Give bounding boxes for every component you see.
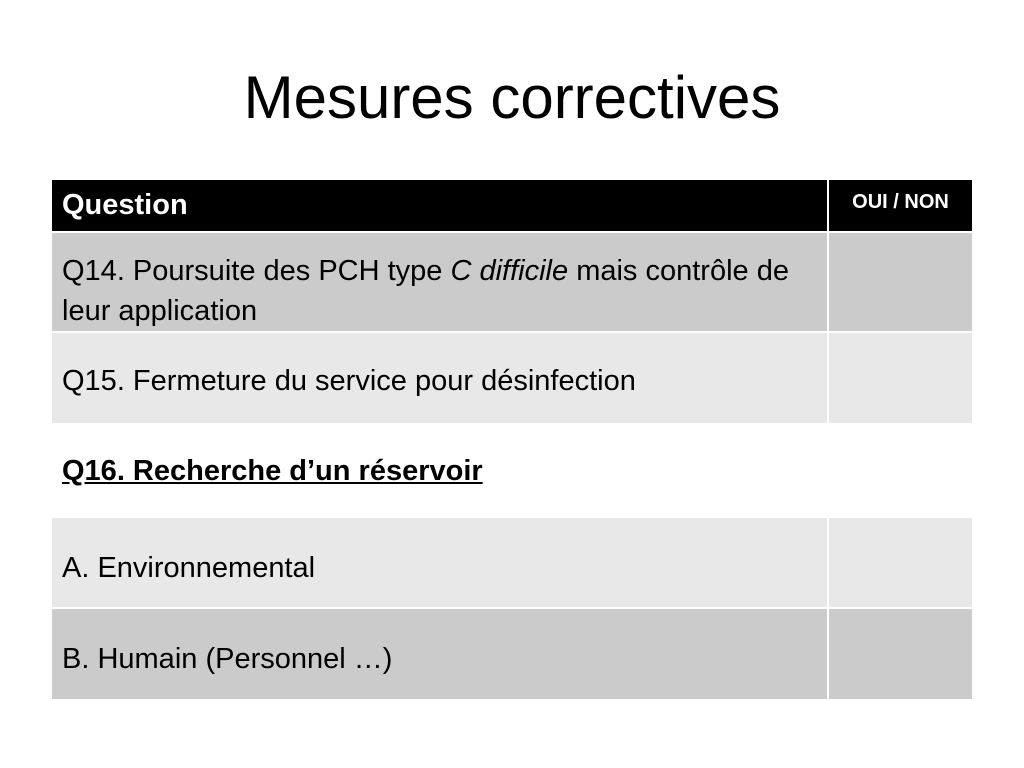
q16-option-a-answer-cell[interactable]	[828, 517, 972, 608]
table-row-q16-b	[52, 608, 972, 699]
q16-option-b-answer-cell[interactable]	[828, 608, 972, 699]
questions-table	[52, 180, 972, 699]
q16-option-a-cell: A. Environnemental	[52, 517, 828, 608]
q16-heading: Q16. Recherche d’un réservoir	[52, 423, 828, 517]
q16-heading-answer-cell	[828, 423, 972, 517]
table-row-q15	[52, 332, 972, 423]
header-answer: OUI / NON	[828, 180, 972, 232]
q14-text-emphasis: C difficile	[450, 255, 569, 287]
q14-text-prefix: Q14. Poursuite des PCH type	[62, 255, 451, 287]
q14-text-suffix: mais contrôle de leur application	[62, 255, 789, 327]
header-question: Question	[52, 180, 828, 232]
q15-question-cell: Q15. Fermeture du service pour désinfection	[52, 332, 828, 423]
table-header-row	[52, 180, 972, 232]
table-row-q16-a	[52, 517, 972, 608]
q14-answer-cell[interactable]	[828, 232, 972, 332]
q14-question-cell	[52, 232, 828, 332]
q16-option-b-cell: B. Humain (Personnel …)	[52, 608, 828, 699]
slide-title: Mesures correctives	[243, 64, 781, 131]
table-row-q14	[52, 232, 972, 332]
q15-answer-cell[interactable]	[828, 332, 972, 423]
table-row-q16-heading	[52, 423, 972, 517]
